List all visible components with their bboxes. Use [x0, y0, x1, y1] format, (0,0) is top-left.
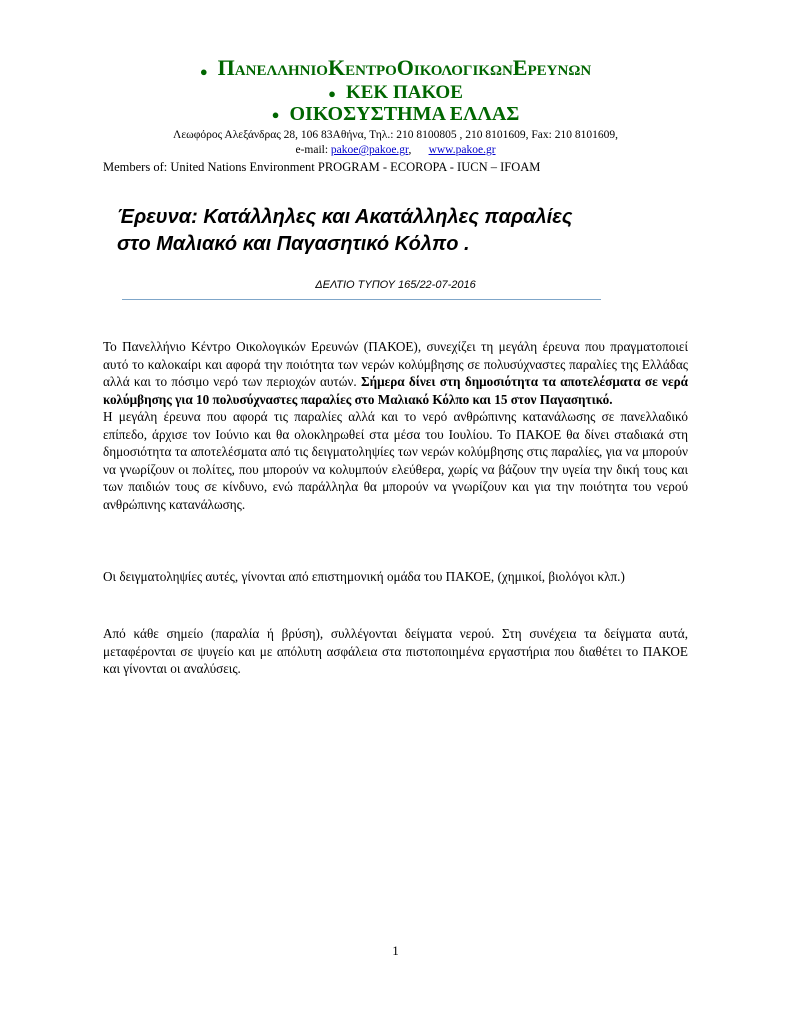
bullet-icon: ● — [328, 85, 336, 101]
members-line: Members of: United Nations Environment PROGRAM - ECOROPA - IUCN – IFOAM — [103, 160, 541, 174]
email-link[interactable]: pakoe@pakoe.gr — [330, 144, 409, 156]
address-line: Λεωφόρος Αλεξάνδρας 28, 106 83Αθήνα, Τηλ.: 210 8100805 , 210 8101609, Fax: 210 8101609, — [173, 129, 618, 141]
contact-address — [0, 128, 791, 158]
divider — [122, 299, 601, 300]
bullet-icon: ● — [199, 63, 208, 79]
paragraph-analysis: Από κάθε σημείο (παραλία ή βρύση), συλλέγονται δείγματα νερού. Στη συνέχεια τα δείγματα αυτά, μεταφέρονται σε ψυγείο και με απόλυτη ασφάλεια στα πιστοποιημένα εργαστήρια που διαθέτει το ΠΑΚΟΕ και γίνονται οι αναλύσεις. — [103, 626, 688, 676]
press-release-number: ΔΕΛΤΙΟ ΤΥΠΟΥ 165/22-07-2016 — [315, 279, 476, 291]
website-link[interactable]: www.pakoe.gr — [428, 144, 496, 156]
document-title: Έρευνα: Κατάλληλες και Ακατάλληλες παραλίες στο Μαλιακό και Παγασητικό Κόλπο . — [117, 206, 573, 255]
paragraph-intro: Το Πανελλήνιο Κέντρο Οικολογικών Ερευνών (ΠΑΚΟΕ), συνεχίζει τη μεγάλη έρευνα που πραγματοποιεί αυτό το καλοκαίρι και αφορά την ποιότητα των νερών κολύμβησης σε πολυσύχναστες παραλίες της Ελλάδας αλλά και το πόσιμο νερό των περιοχών αυτών. Σήμερα δίνει στη δημοσιότητα τα αποτελέσματα σε νερά κολύμβησης για 10 πολυσύχναστες παραλίες στο Μαλιακό Κόλπο και 15 στον Παγασητικό. Η μεγάλη έρευνα που αφορά τις παραλίες αλλά και το νερό ανθρώπινης κατανάλωσης σε πανελλαδικό επίπεδο, άρχισε τον Ιούνιο και θα ολοκληρωθεί στα μέσα του Ιουλίου. Το ΠΑΚΟΕ θα δίνει σταδιακά στη δημοσιότητα τα αποτελέσματα από τις δειγματοληψίες των νερών κολύμβησης στις παραλίες, για να μπορούν να γνωρίζουν οι πολίτες, που μπορούν να κολυμπούν ελεύθερα, χωρίς να βάζουν την υγεία την δική τους και των παιδιών τους σε κίνδυνο, ενώ παράλληλα θα μπορούν να γνωρίζουν και για την ποιότητα του νερού ανθρώπινης κατανάλωσης. — [103, 339, 688, 512]
header-ecosystem: ● ΟΙΚΟΣΥΣΤΗΜΑ ΕΛΛΑΣ — [271, 103, 520, 125]
contact-links: e-mail: pakoe@pakoe.gr, www.pakoe.gr — [295, 144, 496, 156]
header-kek-pakoe: ● ΚΕΚ ΠΑΚΟΕ — [328, 82, 463, 103]
page-number: 1 — [392, 943, 399, 958]
header-organization-name: ● ΠΑΝΕΛΛΗΝΙΟΚΕΝΤΡΟΟΙΚΟΛΟΓΙΚΩΝΕΡΕΥΝΩΝ — [199, 55, 592, 80]
bullet-icon: ● — [271, 107, 280, 123]
paragraph-sampling: Οι δειγματοληψίες αυτές, γίνονται από επιστημονική ομάδα του ΠΑΚΟΕ, (χημικοί, βιολόγοι κλπ.) — [103, 569, 625, 584]
